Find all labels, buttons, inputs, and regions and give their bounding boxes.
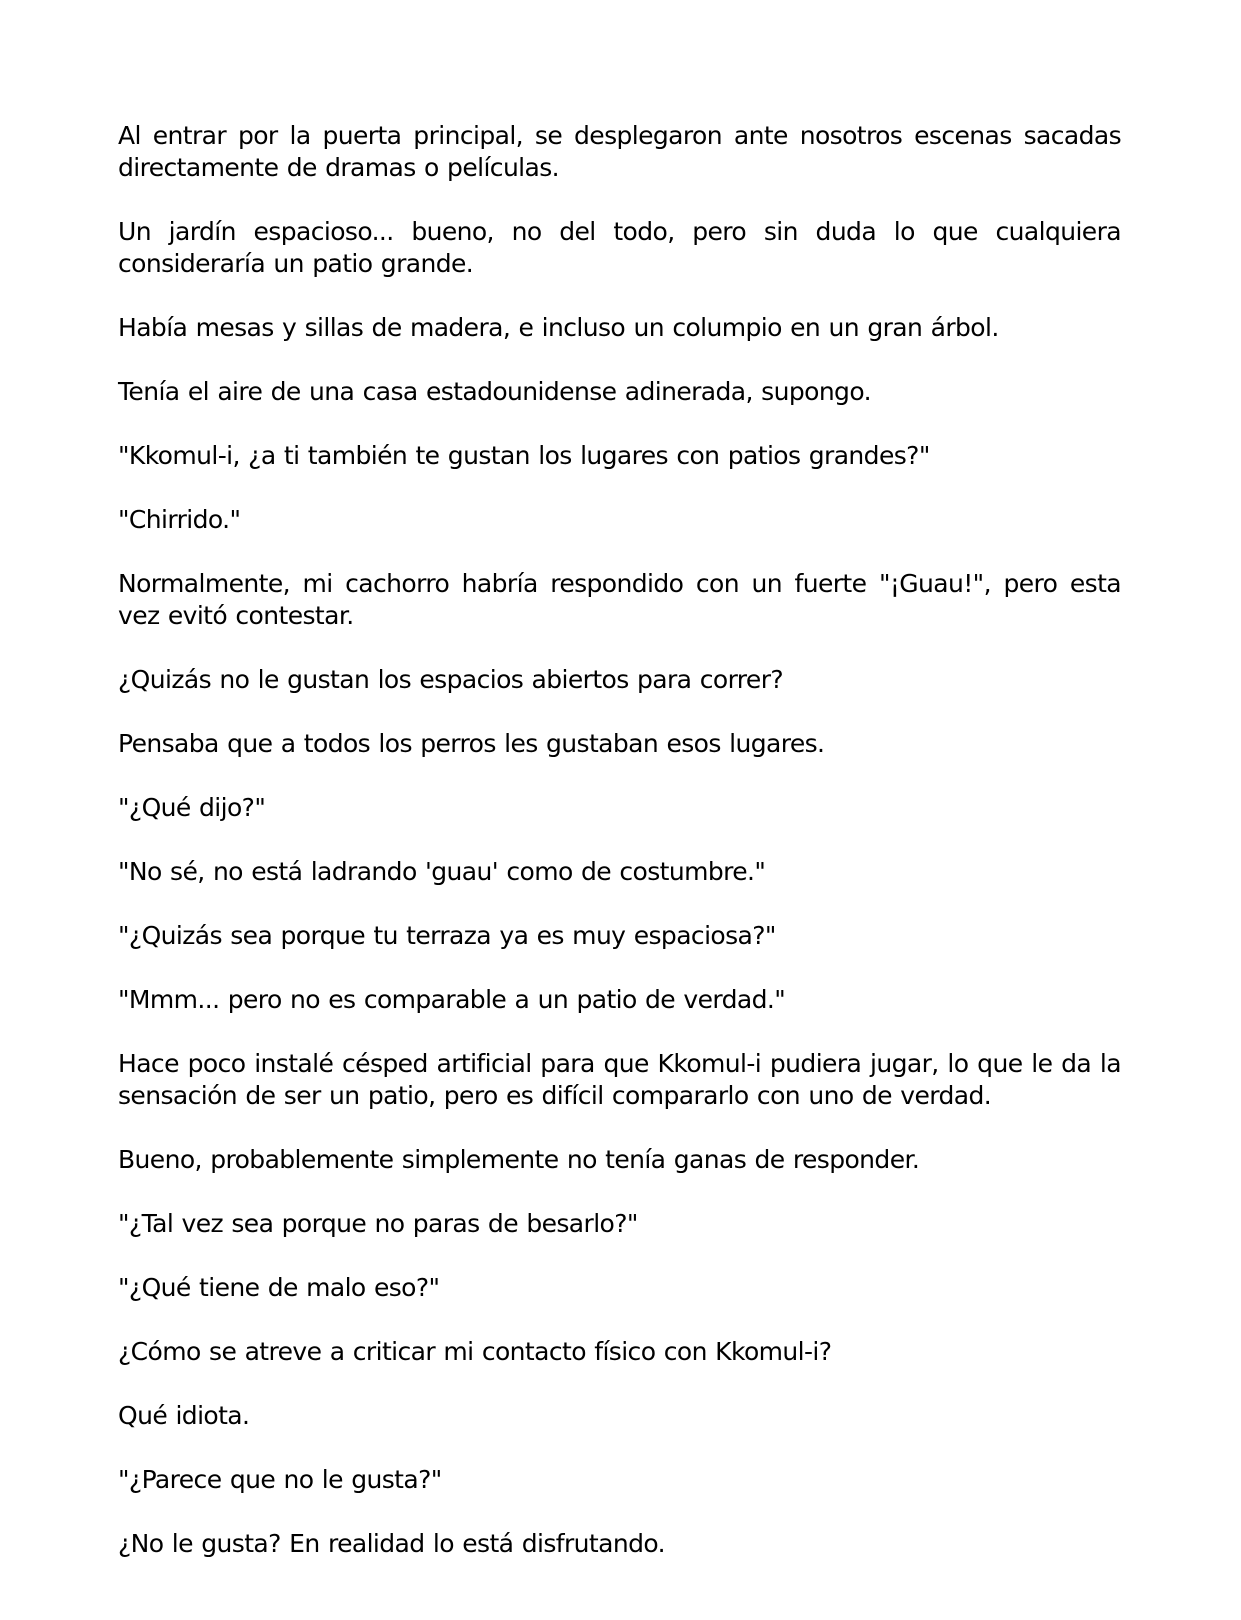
paragraph: "¿Qué tiene de malo eso?" xyxy=(118,1273,440,1302)
paragraph: Un jardín espacioso... bueno, no del todo, pero sin duda lo que cualquiera consideraría un patio grande. xyxy=(118,217,1121,278)
paragraph: "¿Parece que no le gusta?" xyxy=(118,1465,442,1494)
paragraph: "No sé, no está ladrando 'guau' como de costumbre." xyxy=(118,857,766,886)
paragraph: ¿Quizás no le gustan los espacios abiertos para correr? xyxy=(118,665,784,694)
paragraph: "¿Quizás sea porque tu terraza ya es muy espaciosa?" xyxy=(118,921,776,950)
paragraph: Pensaba que a todos los perros les gustaban esos lugares. xyxy=(118,729,825,758)
paragraph: ¿No le gusta? En realidad lo está disfrutando. xyxy=(118,1529,665,1558)
paragraph: Al entrar por la puerta principal, se desplegaron ante nosotros escenas sacadas directamente de dramas o películas. xyxy=(118,121,1121,182)
paragraph: Tenía el aire de una casa estadounidense adinerada, supongo. xyxy=(118,377,871,406)
paragraph: "Chirrido." xyxy=(118,505,241,534)
paragraph: "Kkomul-i, ¿a ti también te gustan los lugares con patios grandes?" xyxy=(118,441,930,470)
paragraph: Normalmente, mi cachorro habría respondido con un fuerte "¡Guau!", pero esta vez evitó contestar. xyxy=(118,569,1121,630)
paragraph: "Mmm... pero no es comparable a un patio de verdad." xyxy=(118,985,786,1014)
document-text-body xyxy=(118,120,1121,1592)
paragraph: "¿Tal vez sea porque no paras de besarlo?" xyxy=(118,1209,638,1238)
paragraph: Qué idiota. xyxy=(118,1401,250,1430)
paragraph: Hace poco instalé césped artificial para que Kkomul-i pudiera jugar, lo que le da la sensación de ser un patio, pero es difícil compararlo con uno de verdad. xyxy=(118,1049,1121,1110)
paragraph: "¿Qué dijo?" xyxy=(118,793,266,822)
paragraph: Había mesas y sillas de madera, e incluso un columpio en un gran árbol. xyxy=(118,313,999,342)
paragraph: Bueno, probablemente simplemente no tenía ganas de responder. xyxy=(118,1145,920,1174)
paragraph: ¿Cómo se atreve a criticar mi contacto físico con Kkomul-i? xyxy=(118,1337,832,1366)
